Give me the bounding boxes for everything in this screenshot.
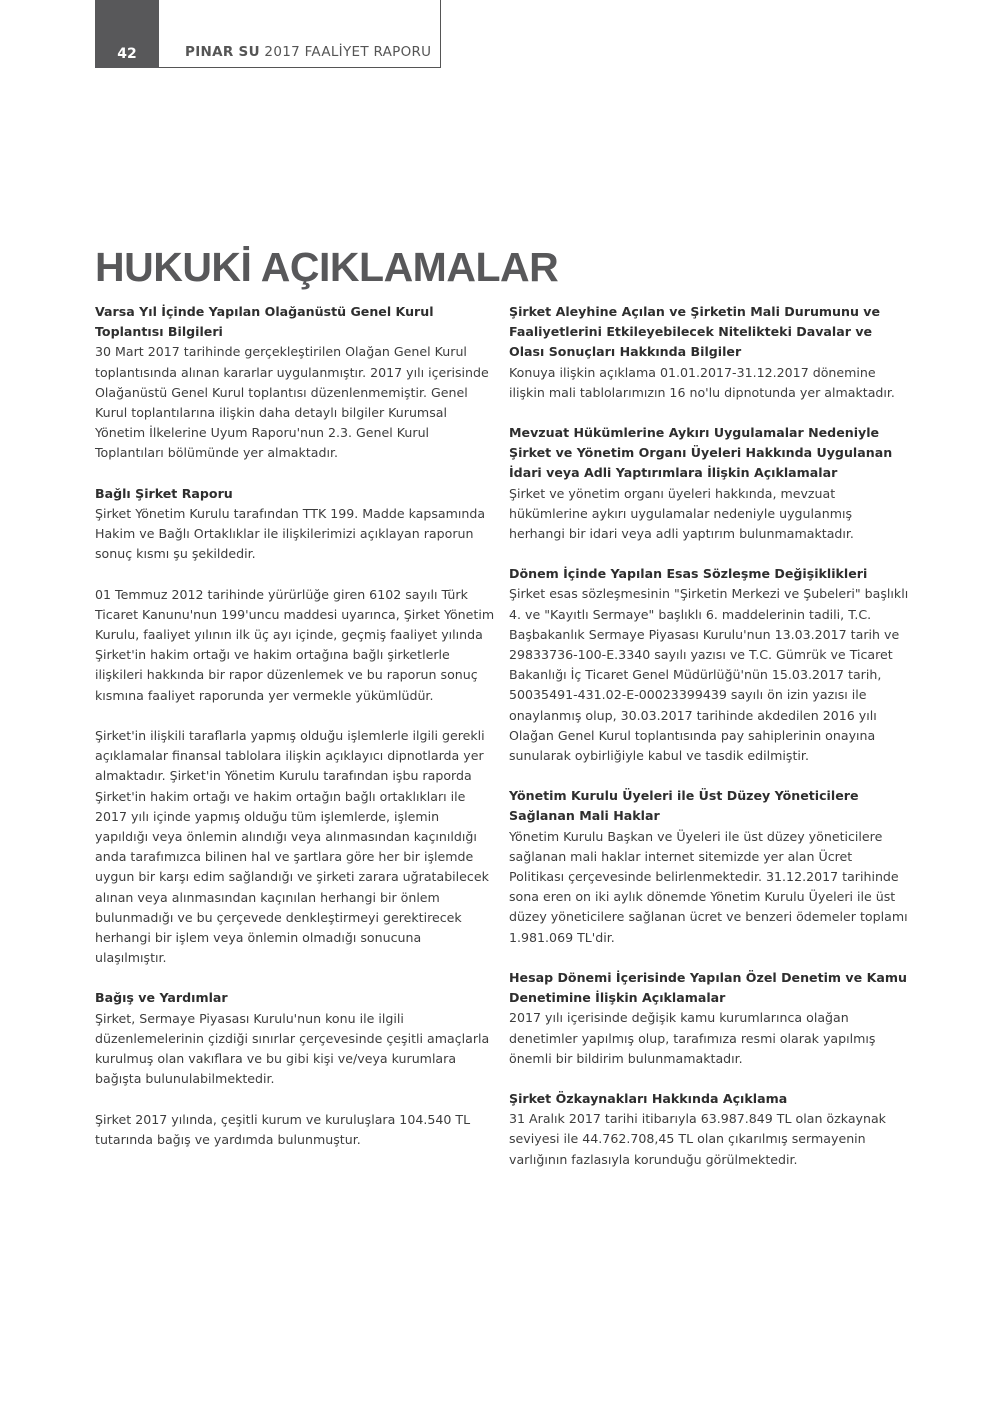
section-heading: Hesap Dönemi İçerisinde Yapılan Özel Denetim ve Kamu Denetimine İlişkin Açıklamalar [509,969,907,1006]
page-number: 42 [117,46,137,62]
paragraph: 2017 yılı içerisinde değişik kamu kurumlarınca olağan denetimler yapılmış olup, tarafımıza resmi olarak yapılmış önemli bir bildirim bulunmamaktadır. [509,1010,876,1066]
section-heading: Dönem İçinde Yapılan Esas Sözleşme Değişiklikleri [509,566,868,582]
section-donations [95,988,495,1150]
paragraph: Şirket Yönetim Kurulu tarafından TTK 199. Madde kapsamında Hakim ve Bağlı Ortaklıklar ile ilişkilerimizi açıklayan raporun sonuç kısmı şu şekildedir. [95,505,486,562]
running-title [185,44,431,60]
section-equity [509,1089,909,1170]
paragraph: Yönetim Kurulu Başkan ve Üyeleri ile üst düzey yöneticilere sağlanan mali haklar internet sitemizde yer alan Ücret Politikası çerçevesinde belirlenmektedir. 31.12.2017 tarihinde sona eren on iki aylık dönemde Yönetim Kurulu Üyeleri ile üst düzey yöneticilere sağlanan ücret ve benzeri ödemeler toplamı 1.981.069 TL'dir. [509,828,908,945]
section-sanctions [509,423,909,544]
right-column [509,302,909,1190]
section-heading: Şirket Özkaynakları Hakkında Açıklama [509,1090,788,1106]
section-heading: Bağlı Şirket Raporu [95,485,233,501]
section-lawsuits [509,302,909,403]
section-heading: Varsa Yıl İçinde Yapılan Olağanüstü Genel Kurul Toplantısı Bilgileri [95,304,434,340]
section-heading: Yönetim Kurulu Üyeleri ile Üst Düzey Yöneticilere Sağlanan Mali Haklar [509,788,859,824]
section-financial-rights [509,786,909,948]
section-affiliate-report [95,484,495,969]
brand-name: PINAR SU [185,44,260,60]
section-articles-amendments [509,564,909,766]
paragraph: 01 Temmuz 2012 tarihinde yürürlüğe giren 6102 sayılı Türk Ticaret Kanunu'nun 199'uncu maddesi uyarınca, Şirket Yönetim Kurulu, faaliyet yılının ilk üç ayı içinde, geçmiş faaliyet yılında Şirket'in hakim ortağı ve hakim ortağına bağlı şirketlerle ilişkileri hakkında bir rapor düzenlemek ve bu raporun sonuç kısmına faaliyet raporunda yer vermekle yükümlüdür. [95,586,495,703]
section-heading: Bağış ve Yardımlar [95,990,228,1006]
section-heading: Şirket Aleyhine Açılan ve Şirketin Mali Durumunu ve Faaliyetlerini Etkileyebilecek Nitelikteki Davalar ve Olası Sonuçları Hakkında Bilgiler [509,304,881,360]
paragraph: 31 Aralık 2017 tarihi itibarıyla 63.987.849 TL olan özkaynak seviyesi ile 44.762.708,45 TL olan çıkarılmış sermayenin varlığının fazlasıyla korunduğu görülmektedir. [509,1111,886,1167]
paragraph: Şirket, Sermaye Piyasası Kurulu'nun konu ile ilgili düzenlemelerinin çizdiği sınırlar çerçevesinde çeşitli amaçlarla kurulmuş olan vakıflara ve bu gibi kişi ve/veya kurumlara bağışta bulunulabilmektedir. [95,1010,490,1087]
page-header [95,0,441,68]
paragraph: Şirket esas sözleşmesinin "Şirketin Merkezi ve Şubeleri" başlıklı 4. ve "Kayıtlı Sermaye" başlıklı 6. maddelerinin tadili, T.C. Başbakanlık Sermaye Piyasası Kurulu'nun 13.03.2017 tarih ve 29833736-100-E.3340 sayılı yazısı ve T.C. Gümrük ve Ticaret Bakanlığı İç Ticaret Genel Müdürlüğü'nün 15.03.2017 tarih, 50035491-431.02-E-00023399439 sayılı ön izin yazısı ile onaylanmış olup, 30.03.2017 tarihinde akdedilen 2016 yılı Olağan Genel Kurul toplantısında pay sahiplerinin onayına sunularak oybirliğiyle kabul ve tasdik edilmiştir. [509,586,909,764]
page-number-box [95,0,159,68]
section-audits [509,968,909,1069]
report-title: 2017 FAALİYET RAPORU [259,44,432,60]
paragraph: Şirket ve yönetim organı üyeleri hakkında, mevzuat hükümlerine aykırı uygulamalar nedeniyle uygulanmış herhangi bir idari veya adli yaptırım bulunmamaktadır. [509,485,854,542]
page-title: HUKUKİ AÇIKLAMALAR [95,244,559,290]
section-extraordinary-general-meeting [95,302,495,464]
paragraph: 30 Mart 2017 tarihinde gerçekleştirilen Olağan Genel Kurul toplantısında alınan kararlar uygulanmıştır. 2017 yılı içerisinde Olağanüstü Genel Kurul toplantısı düzenlenmemiştir. Genel Kurul toplantılarına ilişkin daha detaylı bilgiler Kurumsal Yönetim İlkelerine Uyum Raporu'nun 2.3. Genel Kurul Toplantıları bölümünde yer almaktadır. [95,344,489,461]
paragraph: Şirket 2017 yılında, çeşitli kurum ve kuruluşlara 104.540 TL tutarında bağış ve yardımda bulunmuştur. [95,1111,471,1147]
paragraph: Şirket'in ilişkili taraflarla yapmış olduğu işlemlerle ilgili gerekli açıklamalar finansal tablolara ilişkin açıklayıcı dipnotlarda yer almaktadır. Şirket'in Yönetim Kurulu tarafından işbu raporda Şirket'in hakim ortağı ve hakim ortağın bağlı ortaklıkları ile 2017 yılı içinde yapmış olduğu tüm işlemlerde, işlemin yapıldığı veya önlemin alındığı veya alınmasından kaçınıldığı anda tarafımızca bilinen hal ve şartlara göre her bir işlemde uygun bir karşı edim sağlandığı ve şirketi zarara uğratabilecek alınan veya alınmasından kaçınılan herhangi bir önlem bulunmadığı ve bu çerçevede denkleştirmeyi gerektirecek herhangi bir işlem veya önlemin olmadığı sonucuna ulaşılmıştır. [95,728,489,966]
left-column [95,302,495,1170]
section-heading: Mevzuat Hükümlerine Aykırı Uygulamalar Nedeniyle Şirket ve Yönetim Organı Üyeleri Hakkında Uygulanan İdari veya Adli Yaptırımlara İlişkin Açıklamalar [509,425,893,481]
paragraph: Konuya ilişkin açıklama 01.01.2017-31.12.2017 dönemine ilişkin mali tablolarımızın 16 no'lu dipnotunda yer almaktadır. [509,364,895,400]
